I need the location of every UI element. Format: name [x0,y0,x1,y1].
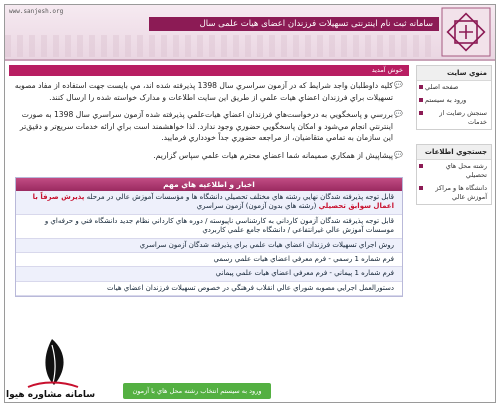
brand-overlay [0,335,110,407]
info-bubble-icon: 💬 [394,81,403,89]
news-title: اخبار و اطلاعيه هاي مهم [16,178,402,191]
watermark-url: www.sanjesh.org [9,8,64,15]
site-logo-icon [441,7,491,57]
feather-pen-icon [22,335,82,391]
sidebar-item-universities[interactable]: دانشگاه ها و مراکز آموزش عالي [417,182,491,204]
news-item[interactable]: دستورالعمل اجرايي مصوبه شوراي عالي انقلاب فرهنگي در خصوص تسهيلات فرزندان اعضاي هيات [16,282,402,296]
bullet-icon [419,111,423,115]
welcome-paragraph-text: کليه داوطلبان واجد شرايط که در آزمون سراسري سال 1398 پذيرفته شده اند، مي بايست جهت استفاده از مفاد مصوبه تسهيلات براي فرزندان اعضاي هيات علمي از طريق اين سايت اطلاعات و مدارک خواسته شده را ارسال کنند. [14,81,393,102]
news-item[interactable]: قابل توجه پذيرفته شدگان آزمون کارداني به کارشناسي ناپيوسته / دوره هاي کارداني نظام جديد دانشگاه فني و حرفه‌اي و موسسات آموزش عالي غيرانتفاعي / دانشگاه جامع علمي کاربردي [16,215,402,239]
sidebar-item-home[interactable]: صفحه اصلي [417,81,491,94]
news-item[interactable]: روش اجراي تسهيلات فرزندان اعضاي هيات علمي براي پذيرفته شدگان آزمون سراسري [16,239,402,253]
site-menu-box [416,65,492,130]
news-item[interactable]: فرم شماره 1 رسمي - فرم معرفي اعضاي هيات علمي رسمي [16,253,402,267]
site-menu-title: منوي سايت [417,66,491,81]
search-info-title: جستجوي اطلاعات [417,145,491,160]
welcome-paragraph [13,109,403,144]
news-highlight: پذيرش صرفاً با اعمال سوابق تحصيلي [32,193,394,211]
info-bubble-icon: 💬 [394,150,403,159]
bullet-icon [419,98,423,102]
bullet-icon [419,85,423,89]
sidebar-item-fields[interactable]: رشته محل هاي تحصيلي [417,160,491,182]
welcome-paragraph [13,80,403,103]
header-decoration [5,35,435,57]
welcome-paragraph [13,150,403,162]
news-box [15,177,403,297]
register-button[interactable]: ورود به سيستم انتخاب رشته محل هاي با آزمون [123,383,271,399]
site-header [5,5,495,61]
sidebar-item-login[interactable]: ورود به سيستم [417,94,491,107]
welcome-body [9,76,409,171]
welcome-bar: خوش آمديد [9,65,409,76]
bullet-icon [419,164,423,168]
sidebar-item-satisfaction[interactable]: سنجش رضايت از خدمات [417,107,491,129]
bullet-icon [419,186,423,190]
right-sidebar [416,65,492,219]
brand-text: سامانه مشاوره هیوا [6,390,96,400]
welcome-paragraph-text: بررسي و پاسخگويي به درخواست‌هاي فرزندان اعضاي هيات‌علمي پذيرفته شده آزمون سراسري سال 1398 به صورت اينترنتي انجام مي‌شود و امکان پاسخگويي حضوري وجود ندارد. لذا خواهشمند است براي ارائه خدمات سريع‌تر و دقيق‌تر اين سازمان به تمامي متقاضيان، از مراجعه حضوري جداً خودداري فرماييد. [19,110,393,142]
info-bubble-icon: 💬 [394,110,403,118]
site-title: سامانه ثبت نام اینترنتی تسهیلات فرزندان اعضای هیات علمی سال [149,17,439,31]
news-item[interactable]: قابل توجه پذيرفته شدگان نهايي رشته هاي مختلف تحصيلي دانشگاه ها و مؤسسات آموزش عالي در مرحله پذيرش صرفاً با اعمال سوابق تحصيلي (رشته هاي بدون آزمون) آزمون سراسري [16,191,402,215]
welcome-paragraph-text: پيشاپيش از همکاري صميمانه شما اعضاي محترم هيات علمي سپاس گزاريم. [153,150,393,160]
search-info-box [416,144,492,205]
news-item[interactable]: فرم شماره 1 پيماني - فرم معرفي اعضاي هيات علمي پيماني [16,267,402,281]
